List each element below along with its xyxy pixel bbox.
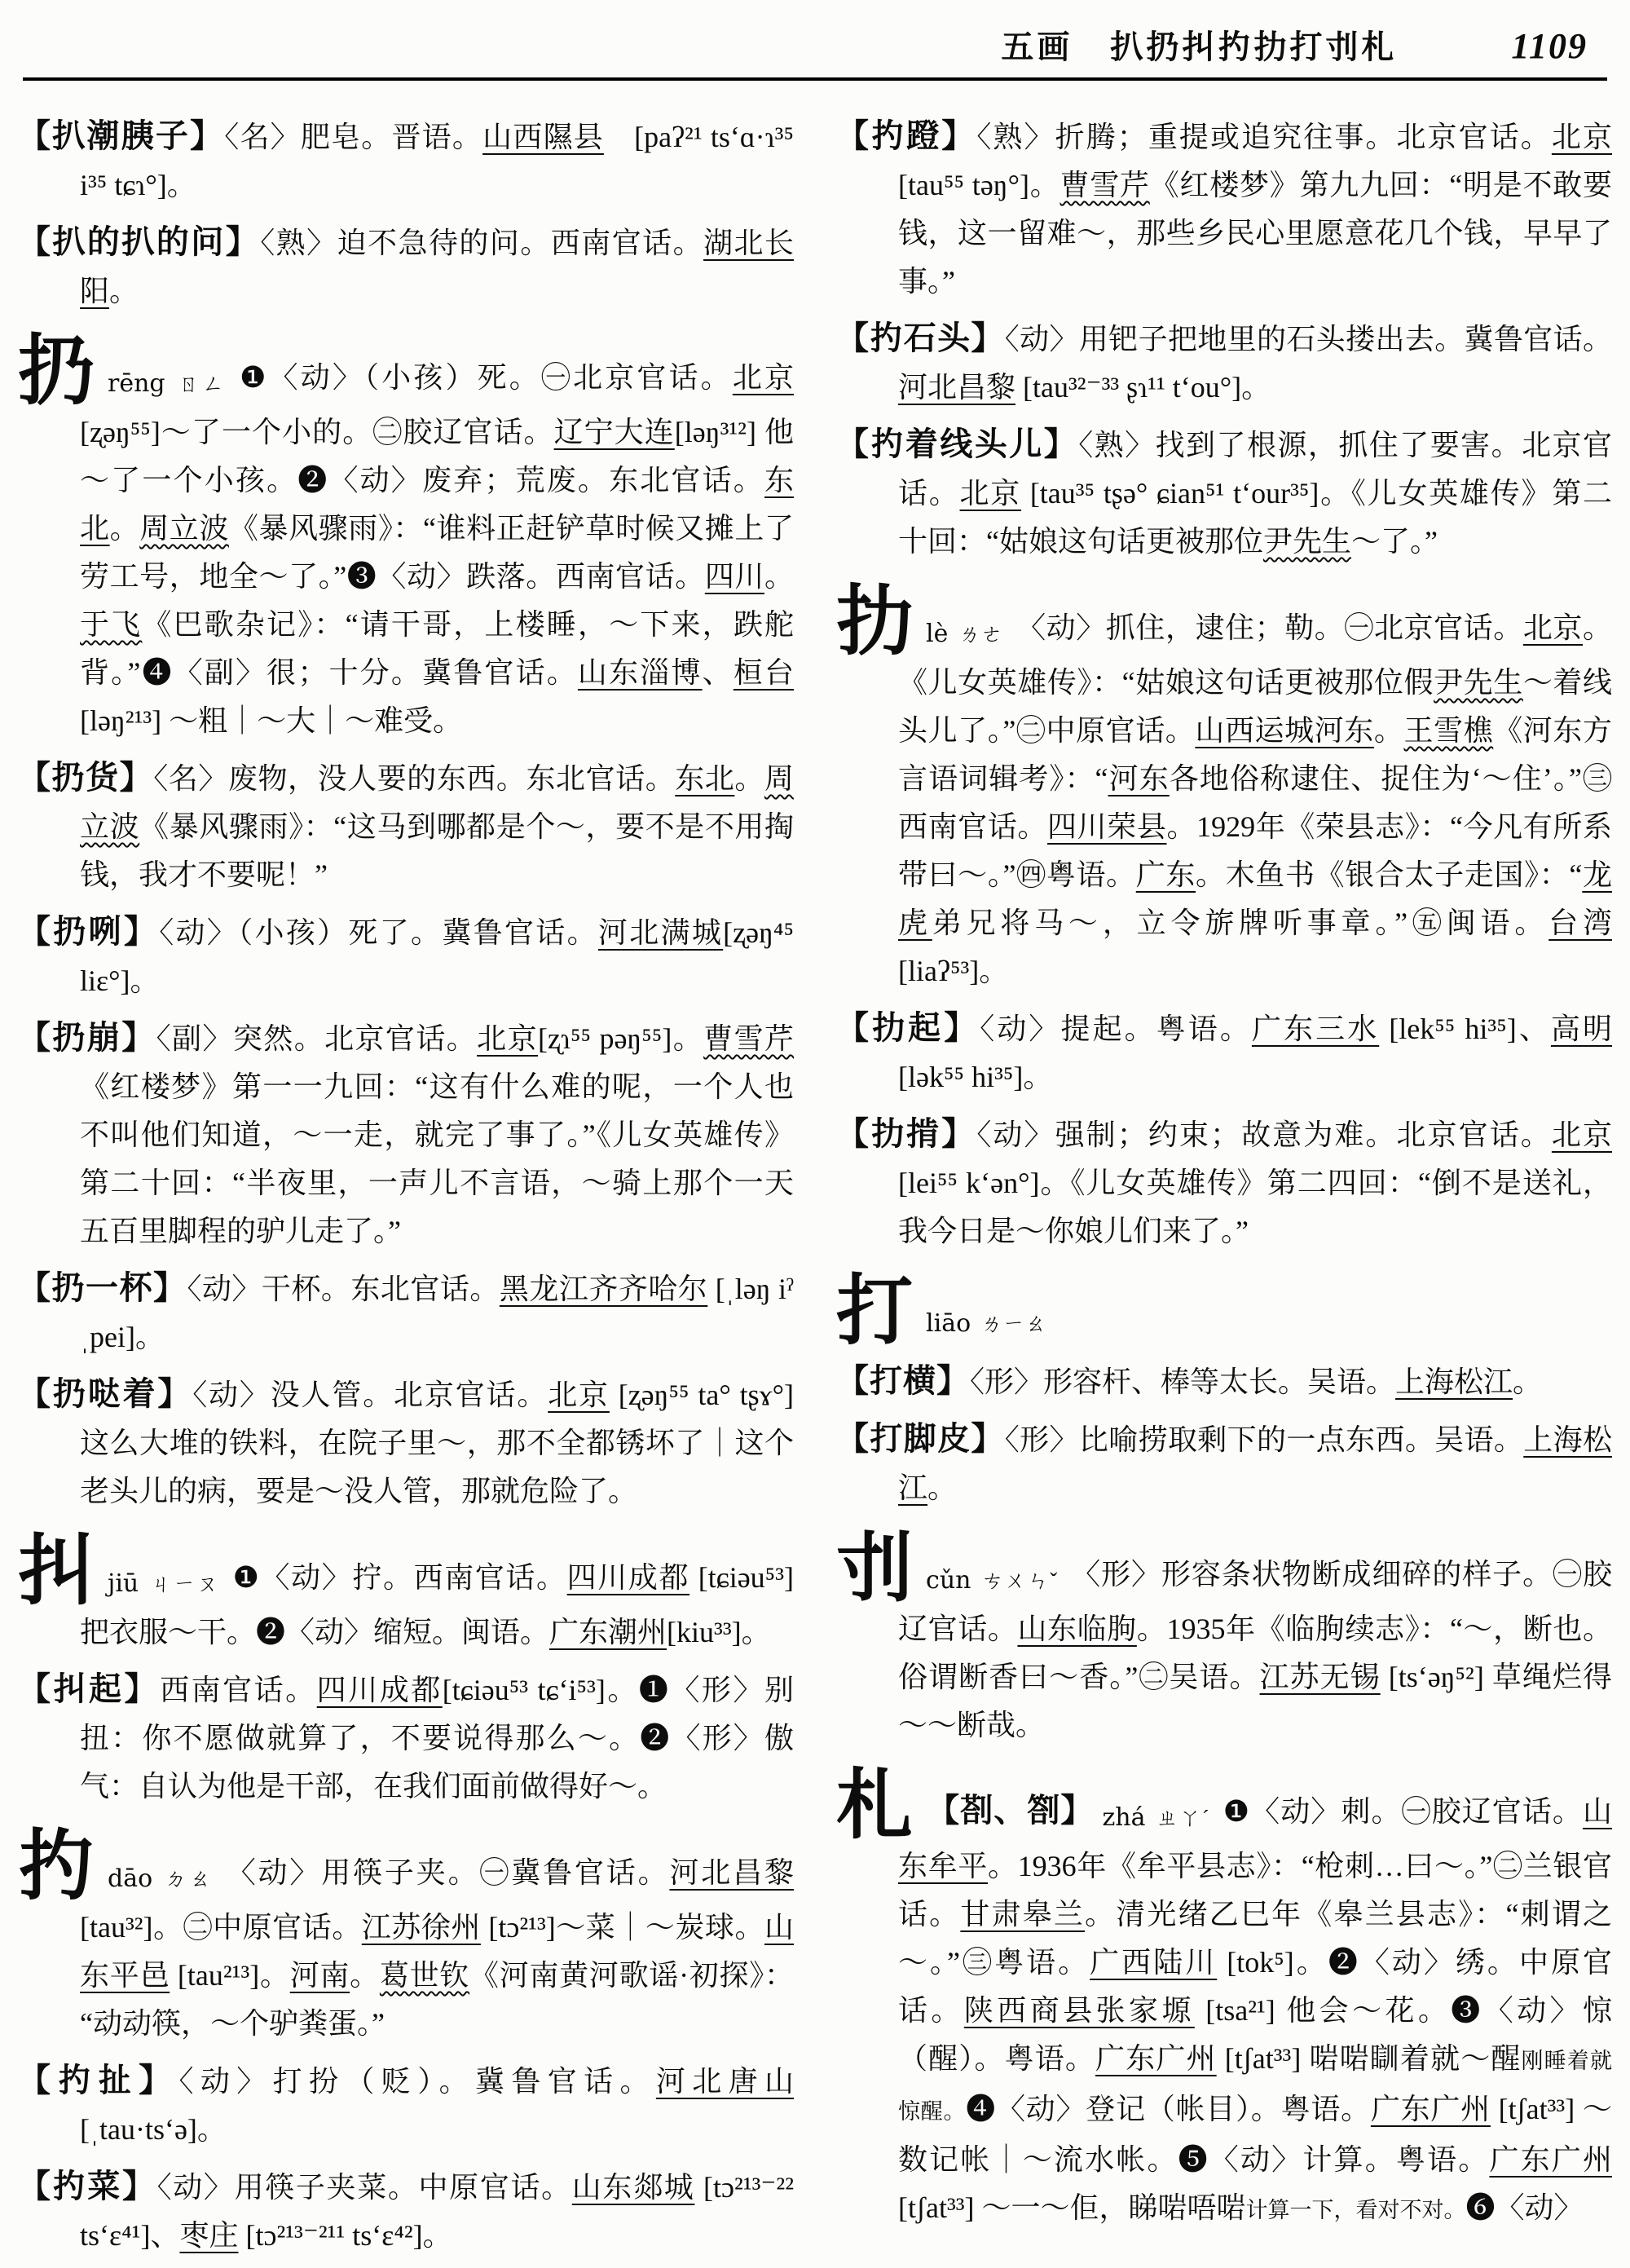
- dict-entry: [18, 218, 794, 315]
- two-column-body: [18, 104, 1612, 2268]
- entry-text: 〈动〉用筷子夹菜。中原官话。山东郯城 [tɔ²¹³⁻²² tsʻɛ⁴¹]、枣庄 [tɔ²¹³⁻²¹¹ tsʻɛ⁴²]。: [80, 2171, 794, 2252]
- dict-entry: [18, 2162, 794, 2260]
- dict-entry: [18, 1013, 794, 1255]
- head-entry: [18, 1825, 794, 2048]
- head-character: 扐: [836, 580, 914, 664]
- head-entry: [18, 1529, 794, 1657]
- dict-entry: [836, 112, 1612, 306]
- headword: 【扚扯】: [18, 2062, 179, 2098]
- entry-text: 〈熟〉折腾；重提或追究往事。北京官话。北京 [tau⁵⁵ təŋ°]。曹雪芹《红楼梦》第九九回：“明是不敢要钱，这一留难～，那些乡民心里愿意花几个钱，早早了事。”: [898, 121, 1612, 298]
- dict-entry: [836, 1004, 1612, 1101]
- stroke-section-label: 五画: [1001, 29, 1073, 65]
- entry-text: 〈动〉干杯。东北官话。黑龙江齐齐哈尔 [ˌləŋ iˀ ˌpei]。: [80, 1273, 794, 1353]
- headword: 【扚菜】: [18, 2168, 157, 2204]
- entry-text: 〈动〉用筷子夹。㊀冀鲁官话。河北昌黎 [tau³²]。㊁中原官话。江苏徐州 [tɔ²¹³]～菜｜～炭球。山东平邑 [tau²¹³]。河南。葛世钦《河南黄河歌谣·初探》：“动动筷，～个驴粪蛋。”: [80, 1856, 794, 2040]
- head-character: 扚: [18, 1825, 95, 1909]
- entry-text: 〈动〉打扮（贬）。冀鲁官话。河北唐山 [ˌtau·tsʻə]。: [80, 2065, 794, 2146]
- entry-text: 西南官话。四川成都[tɕiəu⁵³ tɕʻi⁵³]。❶〈形〉别扭：你不愿做就算了，不要说得那么～。❷〈形〉傲气：自认为他是干部，在我们面前做得好～。: [80, 1674, 794, 1802]
- zhuyin: ㄘㄨㄣˇ: [980, 1569, 1059, 1593]
- header-character-list: 扒扔㧃扚扐打刌札: [1110, 29, 1398, 65]
- dict-entry: [836, 1414, 1612, 1512]
- headword: 【扚着线头儿】: [836, 426, 1079, 462]
- entry-text: ❶〈动〉（小孩）死。㊀北京官话。北京 [ʐəŋ⁵⁵]～了一个小的。㊁胶辽官话。辽宁大连[ləŋ³¹²] 他～了一个小孩。❷〈动〉废弃；荒废。东北官话。东北。周立波《暴风骤雨》：“谁料正赶铲草时候又摊上了劳工号，地全～了。”❸〈动〉跌落。西南官话。四川。于飞《巴歌杂记》：“请干哥，上楼睡，～下来，跌舵背。”❹〈副〉很；十分。冀鲁官话。山东淄博、桓台 [ləŋ²¹³] ～粗｜～大｜～难受。: [80, 361, 794, 737]
- headword: 【扐起】: [836, 1009, 980, 1046]
- dict-entry: [836, 1110, 1612, 1255]
- left-column: [18, 104, 794, 2268]
- dict-entry: [18, 1264, 794, 1361]
- dict-entry: [836, 314, 1612, 412]
- entry-text: 〈动〉（小孩）死了。冀鲁官话。河北满城[ʐəŋ⁴⁵ liɛ°]。: [80, 916, 794, 997]
- zhuyin: ㄖㄥ: [174, 372, 227, 396]
- page-header: [18, 13, 1612, 73]
- head-entry: [836, 580, 1612, 995]
- head-character: 㧃: [18, 1529, 95, 1614]
- dict-entry: [18, 2056, 794, 2154]
- headword: 【打横】: [836, 1362, 970, 1399]
- headword: 【扚蹬】: [836, 117, 977, 154]
- pinyin: dāo: [108, 1864, 153, 1893]
- entry-text: ❶〈动〉拧。西南官话。四川成都 [tɕiəu⁵³] 把衣服～干。❷〈动〉缩短。闽语。广东潮州[kiu³³]。: [80, 1561, 794, 1648]
- dict-entry: [836, 420, 1612, 566]
- dict-entry: [18, 753, 794, 899]
- dict-entry: [18, 1665, 794, 1811]
- head-entry: [836, 1763, 1612, 2235]
- pinyin: liāo: [926, 1309, 971, 1338]
- headword: 【扔崩】: [18, 1019, 156, 1056]
- variant-forms: 【剳、劄】: [926, 1792, 1095, 1829]
- headword: 【打脚皮】: [836, 1420, 1005, 1457]
- page-number: 1109: [1511, 26, 1588, 66]
- zhuyin: ㄉㄠ: [162, 1867, 214, 1891]
- headword: 【扐掯】: [836, 1115, 977, 1152]
- entry-text: 〈动〉强制；约束；故意为难。北京官话。北京 [lei⁵⁵ kʻən°]。《儿女英雄传》第二四回：“倒不是送礼，我今日是～你娘儿们来了。”: [898, 1119, 1612, 1247]
- pinyin: lè: [926, 620, 949, 648]
- entry-text: 〈动〉没人管。北京官话。北京 [ʐəŋ⁵⁵ ta° tʂɤ°] 这么大堆的铁料，在院子里～，那不全都锈坏了｜这个老头儿的病，要是～没人管，那就危险了。: [80, 1379, 794, 1507]
- head-character: 扔: [18, 329, 95, 414]
- head-entry: [18, 329, 794, 745]
- entry-text: 〈熟〉找到了根源，抓住了要害。北京官话。北京 [tau³⁵ tʂə° ɕian⁵¹ tʻour³⁵]。《儿女英雄传》第二十回：“姑娘这句话更被那位尹先生～了。”: [898, 429, 1612, 558]
- entry-text: 〈名〉废物，没人要的东西。东北官话。东北。周立波《暴风骤雨》：“这马到哪都是个～，要不是不用掏钱，我才不要呢！”: [80, 762, 794, 891]
- zhuyin: ㄓㄚˊ: [1155, 1806, 1210, 1830]
- header-divider: [23, 77, 1607, 81]
- headword: 【扚石头】: [836, 320, 1005, 356]
- pinyin: rēng: [108, 369, 165, 398]
- zhuyin: ㄌㄧㄠ: [980, 1312, 1047, 1336]
- dict-entry: [18, 1370, 794, 1516]
- entry-text: 〈动〉用钯子把地里的石头搂出去。冀鲁官话。河北昌黎 [tau³²⁻³³ ʂɿ¹¹ tʻou°]。: [898, 323, 1612, 404]
- head-character: 打: [836, 1269, 914, 1354]
- head-character: 札: [836, 1763, 914, 1848]
- entry-text: 〈形〉形容杆、棒等太长。吴语。上海松江。: [970, 1366, 1543, 1398]
- zhuyin: ㄐㄧㄡ: [148, 1572, 220, 1596]
- head-entry: [836, 1526, 1612, 1750]
- entry-text: 〈熟〉迫不急待的问。西南官话。湖北长阳。: [80, 227, 794, 307]
- entry-text: 〈形〉比喻捞取剩下的一点东西。吴语。上海松江。: [898, 1423, 1612, 1504]
- headword: 【扔一杯】: [18, 1269, 187, 1306]
- entry-text: 〈名〉肥皂。晋语。山西隰县 [paʔ²¹ tsʻɑ·ɿ³⁵ i³⁵ tɕɿ°]。: [80, 121, 794, 201]
- entry-text: 〈动〉抓住，逮住；勒。㊀北京官话。北京。《儿女英雄传》：“姑娘这句话更被那位假尹先生～着线头儿了。”㊁中原官话。山西运城河东。王雪樵《河东方言语词辑考》：“河东各地俗称逮住、捉住为‘～住’。”㊂西南官话。四川荣县。1929年《荣县志》：“今凡有所系带曰～。”㊃粤语。广东。木鱼书《银合太子走国》：“龙虎弟兄将马～，立令旂牌听事章。”㊄闽语。台湾 [liaʔ⁵³]。: [898, 611, 1612, 987]
- dict-entry: [836, 1357, 1612, 1406]
- pinyin: jiū: [108, 1569, 139, 1598]
- headword: 【扒的扒的问】: [18, 223, 261, 260]
- headword: 【㧃起】: [18, 1670, 161, 1707]
- zhuyin: ㄌㄜ: [958, 622, 1004, 646]
- dict-entry: [18, 907, 794, 1005]
- pinyin: cǔn: [926, 1566, 971, 1595]
- dict-entry: [18, 112, 794, 210]
- head-entry: [836, 1269, 1612, 1354]
- entry-text: ❶〈动〉刺。㊀胶辽官话。山东牟平。1936年《牟平县志》：“枪刺…曰～。”㊁兰银官话。甘肃皋兰。清光绪乙巳年《皋兰县志》：“刺谓之～。”㊂粤语。广西陆川 [tok⁵]。❷〈动〉绣。中原官话。陕西商县张家塬 [tsa²¹] 他会～花。❸〈动〉惊（醒）。粤语。广东广州 [tʃat³³] 啱啱瞓着就～醒刚睡着就惊醒。❹〈动〉登记（帐目）。粤语。广东广州 [tʃat³³] ～数记帐｜～流水帐。❺〈动〉计算。粤语。广东广州[tʃat³³] ～一～佢，睇啱唔啱计算一下，看对不对。❻〈动〉: [898, 1795, 1612, 2224]
- entry-text: 〈副〉突然。北京官话。北京[ʐɿ⁵⁵ pəŋ⁵⁵]。曹雪芹《红楼梦》第一一九回：“这有什么难的呢，一个人也不叫他们知道，～一走，就完了事了。”《儿女英雄传》第二十回：“半夜里，一声儿不言语，～骑上那个一天五百里脚程的驴儿走了。”: [80, 1022, 794, 1247]
- entry-text: 〈动〉提起。粤语。广东三水 [lek⁵⁵ hi³⁵]、高明 [lək⁵⁵ hi³⁵]。: [898, 1013, 1612, 1093]
- head-character: 刌: [836, 1526, 914, 1611]
- right-column: [836, 104, 1612, 2268]
- pinyin: zhá: [1102, 1803, 1146, 1832]
- headword: 【扔货】: [18, 759, 154, 796]
- headword: 【扔哒着】: [18, 1375, 193, 1412]
- headword: 【扔咧】: [18, 913, 160, 950]
- entry-text: 〈形〉形容条状物断成细碎的样子。㊀胶辽官话。山东临朐。1935年《临朐续志》：“～，断也。俗谓断香曰～香。”㊁吴语。江苏无锡 [tsʻəŋ⁵²] 草绳烂得～～断哉。: [898, 1558, 1612, 1741]
- headword: 【扒潮胰子】: [18, 117, 225, 154]
